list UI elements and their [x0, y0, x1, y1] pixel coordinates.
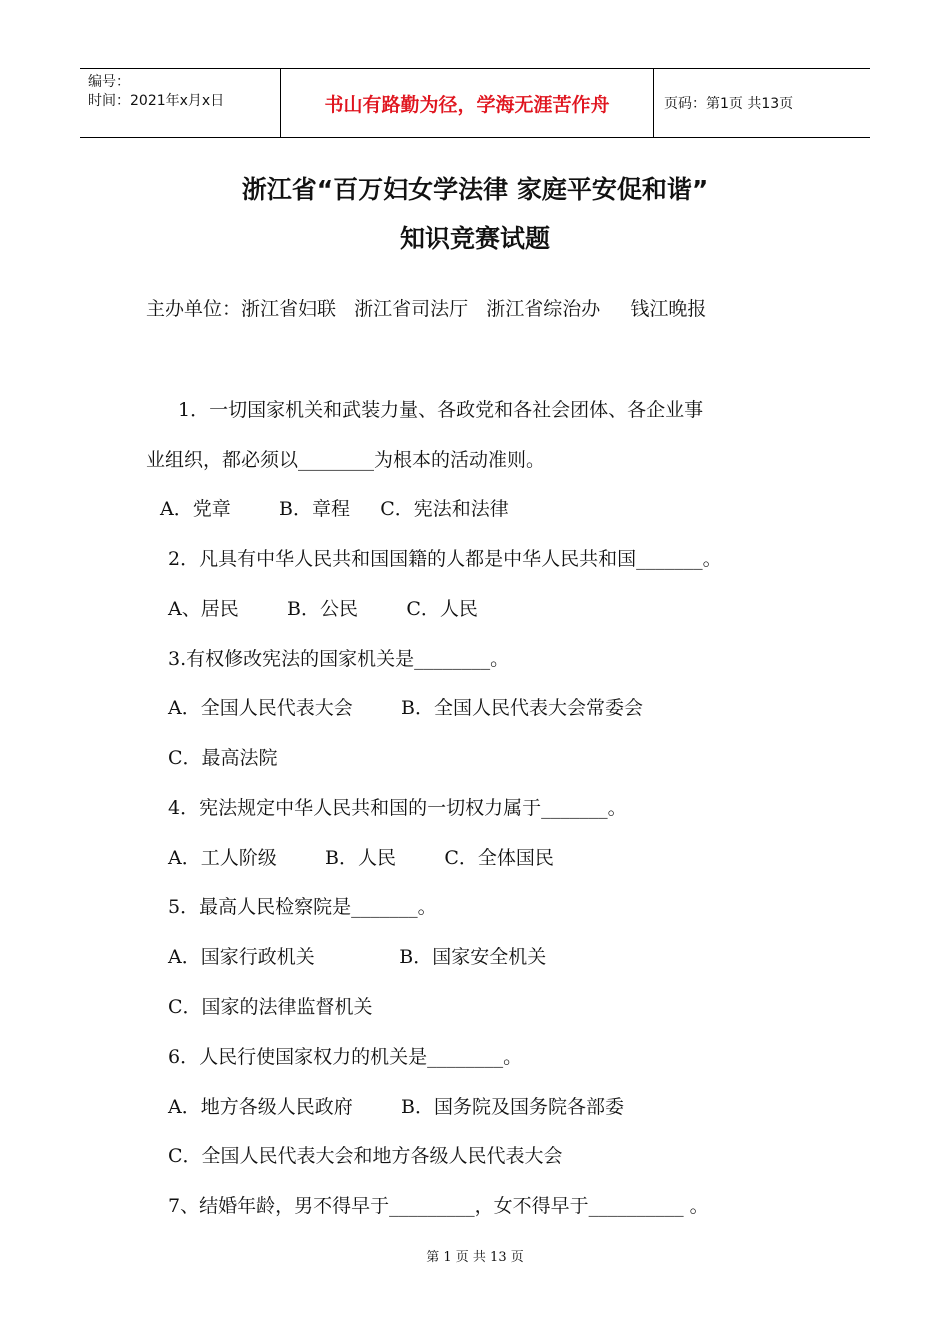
question-6: 6．人民行使国家权力的机关是________。	[168, 1046, 523, 1068]
motto-text: 书山有路勤为径，学海无涯苦作舟	[324, 93, 610, 116]
time-label: 时间：2021年x月x日	[88, 93, 225, 109]
header-page-cell	[654, 69, 870, 137]
question-1-options: A．党章 B．章程 C．宪法和法律	[160, 498, 509, 520]
question-6-options-ab: A．地方各级人民政府 B．国务院及国务院各部委	[168, 1096, 625, 1118]
page-footer: 第 1 页 共 13 页	[426, 1250, 524, 1265]
header-meta-cell	[80, 69, 281, 137]
header-table	[80, 68, 870, 138]
question-3-option-c: C．最高法院	[168, 747, 278, 769]
header-motto-cell	[281, 69, 654, 137]
document-title-line2: 知识竞赛试题	[399, 224, 550, 253]
question-6-option-c: C．全国人民代表大会和地方各级人民代表大会	[168, 1145, 563, 1167]
question-2-options: A、居民 B．公民 C．人民	[168, 598, 478, 620]
page-info: 页码：第1页 共13页	[664, 96, 794, 112]
question-3: 3.有权修改宪法的国家机关是________。	[168, 648, 510, 670]
question-7: 7、结婚年龄，男不得早于_________，女不得早于__________ 。	[168, 1195, 709, 1217]
question-4: 4．宪法规定中华人民共和国的一切权力属于_______。	[168, 797, 627, 819]
question-1-line-1: 1．一切国家机关和武装力量、各政党和各社会团体、各企业事	[178, 399, 704, 421]
document-title-line1: 浙江省“百万妇女学法律 家庭平安促和谐”	[241, 175, 709, 204]
sponsor-line: 主办单位：浙江省妇联 浙江省司法厅 浙江省综治办 钱江晚报	[146, 298, 707, 320]
question-5-options-ab: A．国家行政机关 B．国家安全机关	[168, 946, 547, 968]
question-1-line-2: 业组织，都必须以________为根本的活动准则。	[146, 449, 546, 471]
question-3-options-ab: A．全国人民代表大会 B．全国人民代表大会常委会	[168, 697, 644, 719]
question-5: 5．最高人民检察院是_______。	[168, 896, 437, 918]
question-4-options: A．工人阶级 B．人民 C．全体国民	[168, 847, 554, 869]
question-2: 2．凡具有中华人民共和国国籍的人都是中华人民共和国_______。	[168, 548, 722, 570]
question-5-option-c: C．国家的法律监督机关	[168, 996, 373, 1018]
number-label: 编号：	[88, 74, 130, 90]
